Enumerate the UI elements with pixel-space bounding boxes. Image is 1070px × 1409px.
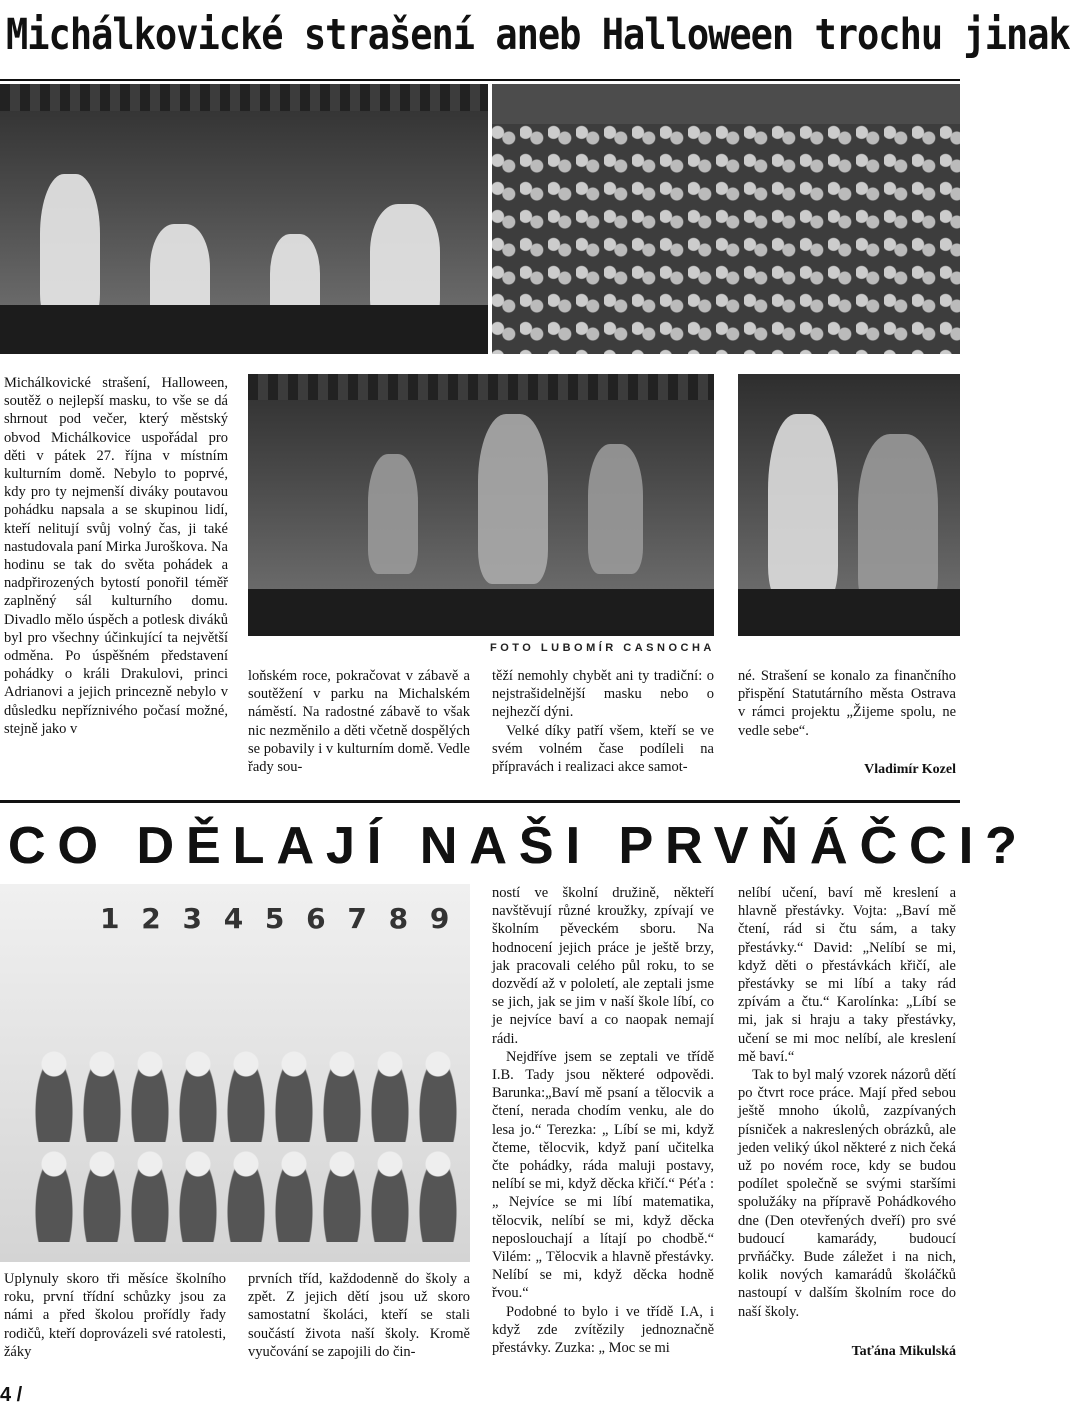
title-rule — [0, 79, 960, 81]
article2-col4b-text: Tak to byl malý vzorek názorů dětí po čtvrt roce práce. Mají před sebou ještě mnoho úkolů, zazpívaných písniček a nakreslených obrázků, ale jeden veliký úkol některé z nich čeká už po novém roce, kdy se budou podílet společně se svými staršími spolužáky na přípravě Pohádkového dne (Den otevřených dveří) pro své budoucí kamarády, budoucí prvňáčky. Bude záležet i na nich, kolik nových kamarádů školáčků nastoupí v dalším školním roce do naší školy. — [738, 1067, 956, 1320]
article2-col3b-text: Nejdříve jsem se zeptali ve třídě I.B. Tady jsou některé odpovědi. Barunka:„Baví mě psaní a tělocvik a čtení, nerada chodím venku, ale do lesa jo.“ Terezka: „ Líbí se mi, když čteme, tělocvik, když paní učitelka čte pohádky, ráda maluji postavy, nelíbí se mi, když děcka křičí.“ Péťa : „ Nejvíce se mi líbí matematika, tělocvik, nelíbí se mi, když děcka neposlouchají a lítají po chodbě.“ Vilém: „ Tělocvik a hlavně přestávky. Nelíbí se mi, když děcka hodně řvou.“ — [492, 1048, 714, 1302]
article2-author: Taťána Mikulská — [851, 1344, 956, 1359]
article2-column-4 — [738, 884, 956, 1321]
article1-col4-text: né. Strašení se konalo za finančního přispění Statutárního města Ostrava v rámci projektu „Žijeme spolu, ne vedle sebe“. — [738, 668, 956, 739]
photo-wall-digits: 1 2 3 4 5 6 7 8 9 — [100, 902, 456, 935]
photo-stage-ghosts — [0, 84, 488, 354]
page-number: 4 / — [0, 1384, 23, 1406]
section-divider — [0, 800, 960, 803]
article1-column-4 — [738, 667, 956, 740]
article1-col3b-text: Velké díky patří všem, kteří se ve svém volném čase podíleli na přípravách i realizaci akce samot- — [492, 722, 714, 776]
photo-audience — [492, 84, 960, 354]
article1-col1-text: Michálkovické strašení, Halloween, soutěž o nejlepší masku, to vše se dá shrnout pod večer, který městský obvod Michálkovice uspořádal pro děti v pátek 27. října v místním kulturním domě. Nebylo to poprvé, kdy pro ty nejmenší diváky poutavou pohádku napsala a se skupinou lidí, kteří nelitují svůj volný čas, ji také nastudovala paní Mirka Juroškova. Na hodinu se tak do světa pohádek a nadpřirozených bytostí ponořil téměř zaplněný sál kulturního domu. Divadlo mělo úspěch a potlesk diváků byl pro všechny účinkující ta největší odměna. Po úspěšném představení pohádky o králi Drakulovi, princi Adrianovi a jejich princezně nebylo v důsledku nepříznivého počasí možné, stejně jako v — [4, 375, 228, 737]
article1-col3a-text: těží nemohly chybět ani ty tradiční: o nejstrašidelnější masku nebo o nejhezčí dýni. — [492, 668, 714, 721]
photo-king-princess — [738, 374, 960, 636]
article1-column-1 — [4, 374, 228, 738]
article2-col3c-text: Podobné to bylo i ve třídě I.A, i když zde zvítězily jednoznačně přestávky. Zuzka: „ Moc se mi — [492, 1303, 714, 1357]
article2-col1-text: Uplynuly skoro tři měsíce školního roku, první třídní schůzky jsou za námi a před školou prořídly řady rodičů, kteří doprovázeli své ratolesti, žáky — [4, 1271, 226, 1360]
article1-column-2 — [248, 667, 470, 776]
article2-col4a-text: nelíbí učení, baví mě kreslení a hlavně přestávky. Vojta: „Baví mě čtení, rád si čtu sám, a taky přestávky.“ David: „Nelíbí se mi, když děti o přestávkách křičí, ale přestávky se mi líbí a taky rád zpívám a čtu.“ Karolínka: „Líbí se mi, jak si hraju a taky přestávky, učení se mi moc nelíbí, ale kreslení mě baví.“ — [738, 885, 956, 1065]
article-title: Michálkovické strašení aneb Halloween trochu jinak — [6, 10, 1070, 60]
article2-title: CO DĚLAJÍ NAŠI PRVŇÁČCI? — [8, 817, 1029, 875]
photo-stage-witches — [248, 374, 714, 636]
article1-col2-text: loňském roce, pokračovat v zábavě a soutěžení v parku na Michalském náměstí. Na radostné zábavě to však nic nezměnilo a děti včetně dospělých se pobavily i v kulturním domě. Vedle řady sou- — [248, 668, 470, 776]
article2-col3a-text: ností ve školní družině, někteří navštěvují různé kroužky, zpívají ve školním pěveckém sboru. Na hodnocení jejich práce je ještě brzy, jak pracovali celého půl roku, to se dozvědí až v pololetí, ale zeptali jsme se jich, jak se jim v naší škole líbí, co je nejvíce baví a co naopak nemají rádi. — [492, 885, 714, 1047]
photo-first-graders — [0, 884, 470, 1262]
article2-column-3 — [492, 884, 714, 1357]
photo-credit: FOTO LUBOMÍR CASNOCHA — [490, 642, 715, 654]
article2-column-1 — [4, 1270, 226, 1361]
article2-col2-text: prvních tříd, každodenně do školy a zpět. Z jejich dětí jsou už skoro samostatní školáci, kteří se stali součástí života naší školy. Kromě vyučování se zapojili do čin- — [248, 1271, 470, 1360]
article2-column-2 — [248, 1270, 470, 1361]
article1-author: Vladimír Kozel — [864, 762, 956, 777]
article1-column-3 — [492, 667, 714, 776]
